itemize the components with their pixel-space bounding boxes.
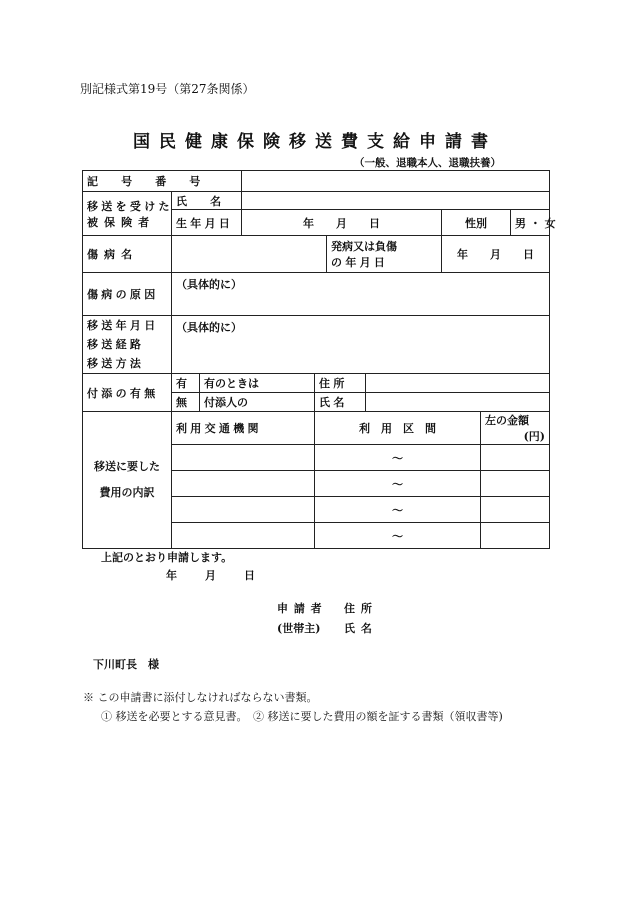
cause-row [83, 273, 550, 316]
transport-field[interactable] [172, 497, 315, 523]
attendant-yes[interactable]: 有 [172, 374, 200, 393]
transfer-specific-note: （具体的に） [176, 321, 242, 334]
transport-field[interactable] [172, 445, 315, 471]
form-number-label: 別記様式第19号（第27条関係） [80, 82, 255, 96]
addressee: 下川町長 様 [93, 658, 159, 671]
symbol-number-label: 記 号 番 号 [83, 171, 242, 192]
cost-label-line2: 費用の内訳 [99, 486, 155, 499]
transfer-date-label: 移送年月日 [87, 319, 159, 332]
section-field[interactable]: ～ [315, 497, 481, 523]
birth-date-field[interactable]: 年 月 日 [242, 210, 442, 236]
amount-field[interactable] [481, 523, 550, 549]
sex-field[interactable]: 男 ・ 女 [511, 210, 550, 236]
document-title: 国民健康保険移送費支給申請書 [133, 132, 497, 152]
amount-field[interactable] [481, 497, 550, 523]
section-header: 利 用 区 間 [315, 412, 481, 445]
insured-name-field[interactable] [242, 192, 550, 210]
applicant-address-label: 住 所 [344, 602, 373, 615]
insured-person-label [83, 192, 172, 236]
yen-unit: (円) [523, 430, 546, 443]
birth-date-label: 生年月日 [172, 210, 242, 236]
section-field[interactable]: ～ [315, 445, 481, 471]
attendant-row-1 [83, 374, 550, 393]
cost-breakdown-label [83, 412, 172, 549]
amount-field[interactable] [481, 445, 550, 471]
transport-field[interactable] [172, 523, 315, 549]
cause-field[interactable] [172, 273, 550, 316]
symbol-number-row [83, 171, 550, 192]
attachment-note-title: ※ この申請書に添付しなければならない書類。 [83, 691, 318, 704]
request-date[interactable]: 年 月 日 [166, 569, 257, 582]
document-subtitle: （一般、退職本人、退職扶養） [354, 157, 501, 169]
transfer-route-label: 移送経路 [87, 338, 145, 351]
applicant-label: 申 請 者 [277, 602, 323, 615]
application-form-table [82, 170, 556, 549]
disease-row [83, 236, 550, 273]
onset-label-line1: 発病又は負傷 [331, 240, 398, 253]
attendant-name-field[interactable] [366, 393, 550, 412]
if-yes-label-line2: 付添人の [200, 393, 315, 412]
cause-label: 傷病の原因 [83, 273, 172, 316]
insured-label-line2: 被保険者 [87, 215, 156, 229]
attendant-address-label: 住所 [315, 374, 366, 393]
onset-label-line2: の年月日 [331, 256, 389, 269]
onset-date-field[interactable]: 年 月 日 [442, 236, 550, 273]
cause-specific-note: （具体的に） [176, 278, 242, 291]
symbol-number-field[interactable] [242, 171, 550, 192]
cost-header-row [83, 412, 550, 445]
attendant-address-field[interactable] [366, 374, 550, 393]
onset-date-label [327, 236, 442, 273]
householder-label: (世帯主) [277, 622, 321, 635]
request-statement: 上記のとおり申請します。 [101, 551, 233, 564]
transfer-row [83, 316, 550, 374]
applicant-name-label: 氏 名 [344, 622, 373, 635]
insured-label-line1: 移送を受けた [87, 199, 173, 213]
transport-field[interactable] [172, 471, 315, 497]
attachment-note-items: ① 移送を必要とする意見書。 ② 移送に要した費用の額を証する書類（領収書等) [101, 710, 503, 723]
attendant-label: 付添の有無 [83, 374, 172, 412]
cost-label-line1: 移送に要した [94, 460, 160, 473]
transfer-label [83, 316, 172, 374]
if-yes-label-line1: 有のときは [200, 374, 315, 393]
sex-label: 性別 [442, 210, 511, 236]
disease-label: 傷病名 [83, 236, 172, 273]
amount-field[interactable] [481, 471, 550, 497]
section-field[interactable]: ～ [315, 471, 481, 497]
transfer-field[interactable] [172, 316, 550, 374]
transfer-method-label: 移送方法 [87, 357, 145, 370]
attendant-no[interactable]: 無 [172, 393, 200, 412]
transport-header: 利用交通機関 [172, 412, 315, 445]
name-label: 氏 名 [172, 192, 242, 210]
section-field[interactable]: ～ [315, 523, 481, 549]
insured-name-row [83, 192, 550, 210]
amount-header [481, 412, 550, 445]
amount-header-label: 左の金額 [485, 414, 530, 427]
disease-field[interactable] [172, 236, 327, 273]
attendant-name-label: 氏名 [315, 393, 366, 412]
